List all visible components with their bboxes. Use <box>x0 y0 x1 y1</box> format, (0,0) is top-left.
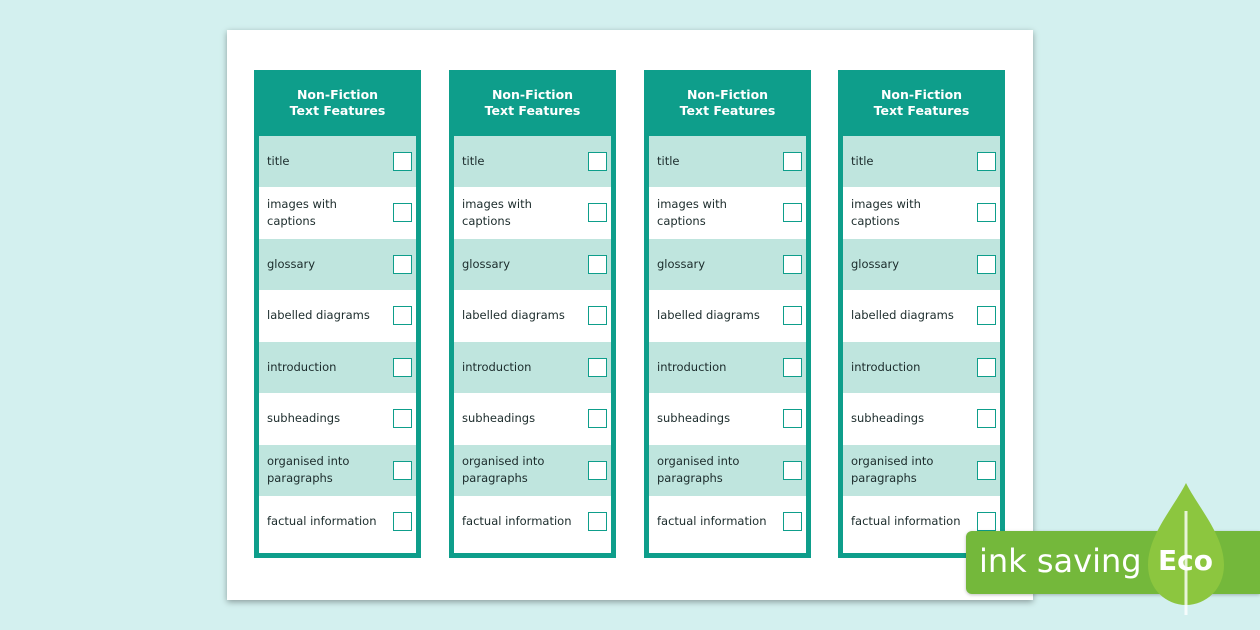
checklist-label: subheadings <box>657 411 731 426</box>
checklist-label: subheadings <box>267 411 341 426</box>
checkbox[interactable] <box>783 255 802 274</box>
bookmark-title: Non-Fiction Text Features <box>289 87 386 118</box>
checklist-label: subheadings <box>851 411 925 426</box>
checkbox[interactable] <box>977 512 996 531</box>
checklist-label: introduction <box>267 359 337 374</box>
checklist-label: introduction <box>657 359 727 374</box>
checkbox[interactable] <box>783 461 802 480</box>
checklist-row <box>454 291 611 343</box>
printable-sheet <box>227 30 1033 600</box>
checklist-label: factual information <box>462 514 572 529</box>
checklist-row <box>843 239 1000 291</box>
checklist-label: title <box>462 153 485 168</box>
checklist-label: images with captions <box>657 196 727 228</box>
checklist-label: glossary <box>267 256 316 271</box>
checkbox[interactable] <box>977 306 996 325</box>
checklist <box>649 136 806 553</box>
checklist-label: labelled diagrams <box>657 308 760 323</box>
checklist-label: subheadings <box>462 411 536 426</box>
checkbox[interactable] <box>393 152 412 171</box>
checklist-label: images with captions <box>267 196 337 228</box>
checklist-label: factual information <box>851 514 961 529</box>
checkbox[interactable] <box>588 152 607 171</box>
checklist-label: organised into paragraphs <box>462 454 545 486</box>
bookmark-4 <box>838 70 1005 558</box>
checkbox[interactable] <box>783 358 802 377</box>
bookmark-title: Non-Fiction Text Features <box>679 87 776 118</box>
checkbox[interactable] <box>783 409 802 428</box>
checklist-label: glossary <box>851 256 900 271</box>
checklist <box>454 136 611 553</box>
checkbox[interactable] <box>588 409 607 428</box>
checklist-row <box>454 239 611 291</box>
checklist-row <box>259 497 416 549</box>
checklist-row <box>454 497 611 549</box>
checkbox[interactable] <box>783 512 802 531</box>
checklist-row <box>454 136 611 188</box>
checkbox[interactable] <box>977 203 996 222</box>
checklist-label: glossary <box>657 256 706 271</box>
checklist-label: glossary <box>462 256 511 271</box>
checklist-row <box>259 136 416 188</box>
checklist <box>843 136 1000 553</box>
checkbox[interactable] <box>977 358 996 377</box>
checkbox[interactable] <box>393 255 412 274</box>
checkbox[interactable] <box>393 409 412 428</box>
bookmark-3 <box>644 70 811 558</box>
checkbox[interactable] <box>588 255 607 274</box>
checklist-label: title <box>851 153 874 168</box>
checkbox[interactable] <box>977 409 996 428</box>
checklist-row <box>649 445 806 497</box>
checklist-label: organised into paragraphs <box>657 454 740 486</box>
checklist-label: title <box>267 153 290 168</box>
ink-saving-label: ink saving <box>979 542 1142 580</box>
checklist-row <box>843 445 1000 497</box>
checklist-label: introduction <box>851 359 921 374</box>
checklist-row <box>843 342 1000 394</box>
checkbox[interactable] <box>977 152 996 171</box>
checkbox[interactable] <box>393 203 412 222</box>
checkbox[interactable] <box>588 358 607 377</box>
checklist-row <box>649 136 806 188</box>
checklist-label: factual information <box>267 514 377 529</box>
checklist-label: title <box>657 153 680 168</box>
checkbox[interactable] <box>588 306 607 325</box>
checklist-row <box>649 188 806 240</box>
checklist-row <box>454 394 611 446</box>
checklist-label: factual information <box>657 514 767 529</box>
checklist <box>259 136 416 553</box>
checklist-row <box>259 188 416 240</box>
checkbox[interactable] <box>977 255 996 274</box>
checkbox[interactable] <box>393 512 412 531</box>
checklist-label: introduction <box>462 359 532 374</box>
checklist-row <box>843 291 1000 343</box>
checklist-row <box>649 239 806 291</box>
checklist-row <box>259 291 416 343</box>
checkbox[interactable] <box>977 461 996 480</box>
bookmark-title: Non-Fiction Text Features <box>484 87 581 118</box>
checkbox[interactable] <box>393 358 412 377</box>
bookmark-title: Non-Fiction Text Features <box>873 87 970 118</box>
checkbox[interactable] <box>393 461 412 480</box>
checklist-row <box>259 445 416 497</box>
bookmark-1 <box>254 70 421 558</box>
checklist-row <box>649 394 806 446</box>
checklist-row <box>649 497 806 549</box>
checklist-label: images with captions <box>462 196 532 228</box>
checklist-label: organised into paragraphs <box>267 454 350 486</box>
checklist-label: labelled diagrams <box>267 308 370 323</box>
checkbox[interactable] <box>783 306 802 325</box>
checklist-row <box>843 394 1000 446</box>
checklist-row <box>259 239 416 291</box>
bookmark-2 <box>449 70 616 558</box>
checklist-label: labelled diagrams <box>851 308 954 323</box>
checklist-row <box>259 342 416 394</box>
checklist-row <box>649 291 806 343</box>
checklist-row <box>454 445 611 497</box>
checklist-row <box>649 342 806 394</box>
checkbox[interactable] <box>588 203 607 222</box>
checkbox[interactable] <box>588 461 607 480</box>
checklist-row <box>454 188 611 240</box>
checkbox[interactable] <box>783 152 802 171</box>
checklist-label: organised into paragraphs <box>851 454 934 486</box>
checkbox[interactable] <box>588 512 607 531</box>
eco-label: Eco <box>1158 544 1213 577</box>
checkbox[interactable] <box>783 203 802 222</box>
checkbox[interactable] <box>393 306 412 325</box>
checklist-row <box>454 342 611 394</box>
checklist-row <box>843 136 1000 188</box>
checklist-row <box>843 188 1000 240</box>
checklist-label: labelled diagrams <box>462 308 565 323</box>
checklist-label: images with captions <box>851 196 921 228</box>
checklist-row <box>259 394 416 446</box>
